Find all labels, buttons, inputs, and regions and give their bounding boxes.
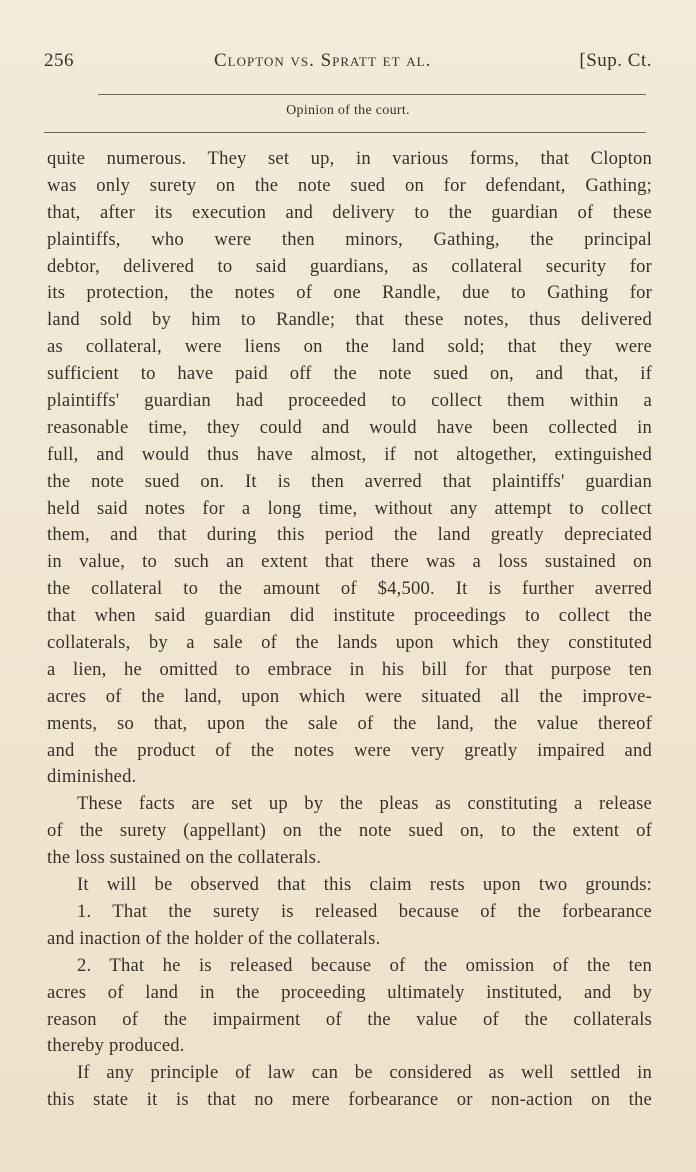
- text-line: that, after its execution and delivery to the guardian of these: [47, 201, 652, 223]
- text-line: sufficient to have paid off the note sued on, and that, if: [47, 363, 652, 385]
- running-title: Clopton vs. Spratt et al.: [214, 50, 432, 71]
- text-line: this state it is that no mere forbearance or non-action on the: [47, 1089, 652, 1111]
- text-line: reasonable time, they could and would have been collected in: [47, 416, 652, 438]
- text-line: the loss sustained on the collaterals.: [47, 847, 322, 869]
- text-line: ments, so that, upon the sale of the land, the value thereof: [47, 712, 652, 734]
- text-line: and inaction of the holder of the collaterals.: [47, 927, 381, 949]
- header-rule-bottom: [44, 132, 646, 133]
- text-line: acres of the land, upon which were situated all the improve-: [47, 685, 652, 707]
- text-line: its protection, the notes of one Randle, due to Gathing for: [47, 282, 652, 304]
- text-line: debtor, delivered to said guardians, as collateral security for: [47, 255, 652, 277]
- opinion-body: [47, 146, 652, 1114]
- text-line: as collateral, were liens on the land sold; that they were: [47, 336, 652, 358]
- text-line: If any principle of law can be considered as well settled in: [77, 1062, 652, 1084]
- section-subheader: Opinion of the court.: [286, 103, 410, 118]
- text-line: thereby produced.: [47, 1035, 185, 1057]
- text-line: 2. That he is released because of the omission of the ten: [77, 954, 652, 976]
- text-line: These facts are set up by the pleas as constituting a release: [77, 793, 652, 815]
- text-line: reason of the impairment of the value of the collaterals: [47, 1008, 652, 1030]
- text-line: plaintiffs' guardian had proceeded to collect them within a: [47, 390, 652, 412]
- text-line: 1. That the surety is released because of the forbearance: [77, 900, 652, 922]
- header-rule-top: [98, 94, 646, 95]
- text-line: quite numerous. They set up, in various forms, that Clopton: [47, 148, 652, 169]
- text-line: them, and that during this period the land greatly depreciated: [47, 524, 652, 546]
- text-line: acres of land in the proceeding ultimately instituted, and by: [47, 981, 652, 1003]
- text-line: diminished.: [47, 766, 137, 788]
- text-line: in value, to such an extent that there was a loss sustained on: [47, 551, 652, 573]
- court-abbreviation: [Sup. Ct.: [579, 50, 652, 71]
- text-line: was only surety on the note sued on for defendant, Gathing;: [47, 174, 652, 196]
- text-line: land sold by him to Randle; that these notes, thus delivered: [47, 309, 652, 331]
- text-line: It will be observed that this claim rests upon two grounds:: [77, 874, 652, 896]
- text-line: plaintiffs, who were then minors, Gathing, the principal: [47, 228, 652, 250]
- text-line: collaterals, by a sale of the lands upon which they constituted: [47, 632, 652, 654]
- text-line: of the surety (appellant) on the note sued on, to the extent of: [47, 820, 652, 842]
- page-number: 256: [44, 50, 74, 71]
- text-line: that when said guardian did institute proceedings to collect the: [47, 605, 652, 627]
- text-line: a lien, he omitted to embrace in his bill for that purpose ten: [47, 658, 652, 680]
- text-line: the collateral to the amount of $4,500. It is further averred: [47, 578, 652, 600]
- text-line: held said notes for a long time, without any attempt to collect: [47, 497, 652, 519]
- text-line: and the product of the notes were very greatly impaired and: [47, 739, 652, 761]
- text-line: full, and would thus have almost, if not altogether, extinguished: [47, 443, 652, 465]
- page-header: [44, 50, 656, 76]
- text-line: the note sued on. It is then averred that plaintiffs' guardian: [47, 470, 652, 492]
